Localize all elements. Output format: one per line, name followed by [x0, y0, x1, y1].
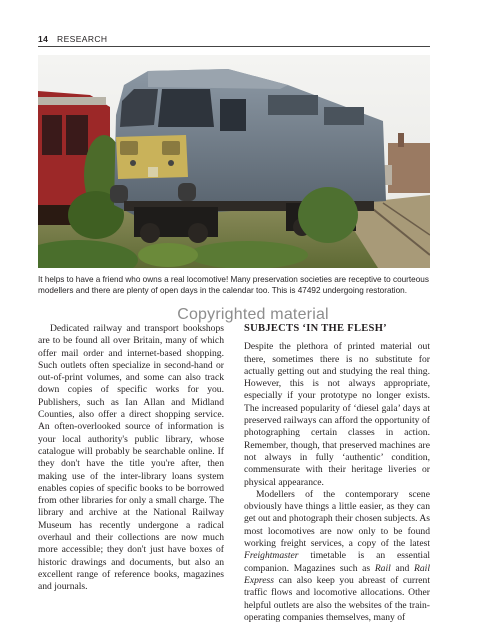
photo-caption: It helps to have a friend who owns a real locomotive! Many preservation societies are receptive to courteous modellers and there are plenty of open days in the calendar too. This is 47492 undergoing restoration. [38, 275, 429, 295]
body-paragraph: Dedicated railway and transport bookshops are to be found all over Britain, many of which offer mail order and internet-based shopping. Such outlets often specialize in second-hand or out-of-print volumes, and some can also track down copies of specific works for you. Publishers, such as Ian Allan and Midland Counties, also offer a direct shopping service. An often-overlooked source of information is your local authority's public library, whose catalogue will probably be searchable online. If they don't have the title you're after, then making use of the inter-library loans system enables copies of specific books to be borrowed from other libraries for only a small charge. The library and archive at the National Railway Museum has recently undergone a radical overhaul and their collections are now much more accessible; they don't just have boxes of historic drawings and documents, but also an excellent range of reference books, magazines and journals. [38, 323, 224, 593]
locomotive-photo [38, 55, 430, 268]
body-paragraph: Modellers of the contemporary scene obviously have things a little easier, as they can get out and photograph their chosen subjects. As most locomotives are now only to be found working freight services, a copy of the latest Freightmaster timetable is an essential companion. Magazines such as Rail and Rail Express can also keep you abreast of current traffic flows and locomotive allocations. Other helpful outlets are also the websites of the train-operating companies themselves, many of [244, 488, 430, 623]
page-number: 14 [38, 34, 49, 44]
rail-title: Rail [374, 562, 391, 574]
copyright-watermark: Copyrighted material [177, 306, 329, 323]
right-column [244, 323, 430, 624]
header-rule [38, 46, 430, 47]
section-title: RESEARCH [57, 34, 108, 44]
left-column [38, 323, 224, 594]
section-heading: SUBJECTS ‘IN THE FLESH’ [244, 323, 387, 334]
freightmaster-title: Freightmaster [244, 550, 299, 562]
body-paragraph: Despite the plethora of printed material out there, sometimes there is no substitute for actually getting out and studying the real thing. However, this is not always appropriate, especially if your prototype no longer exists. The increased popularity of ‘diesel gala’ days at preserved railways can afford the opportunity of photographing certain classes in action. Remember, though, that preserved machines are not always in fully ‘authentic’ condition, commensurate with their heritage liveries or physical appearance. [244, 341, 430, 488]
rail-express-title: Rail Express [244, 562, 430, 586]
running-header [38, 34, 430, 44]
